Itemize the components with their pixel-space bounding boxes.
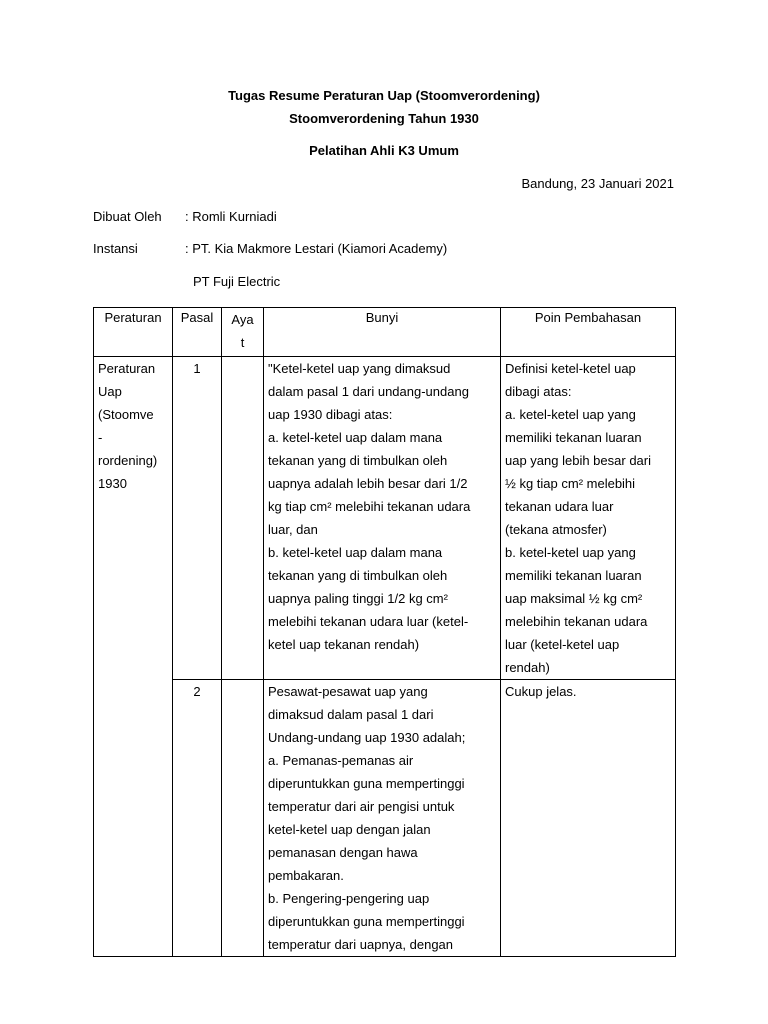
bunyi-line: Pesawat-pesawat uap yang [268,684,428,699]
poin-line: melebihin tekanan udara [505,614,648,629]
cell-bunyi [264,680,501,957]
bunyi-line: pembakaran. [268,868,344,883]
bunyi-line: ketel uap tekanan rendah) [268,637,420,652]
institution-label: Instansi [93,241,138,256]
institution-value-secondary: PT Fuji Electric [193,274,281,289]
training-title: Pelatihan Ahli K3 Umum [309,143,459,158]
bunyi-line: luar, dan [268,522,318,537]
poin-line: Definisi ketel-ketel uap [505,361,636,376]
author-label: Dibuat Oleh [93,209,162,224]
cell-pasal: 1 [173,357,222,680]
cell-poin [501,357,676,680]
cell-ayat [222,357,264,680]
poin-line: dibagi atas: [505,384,572,399]
header-peraturan: Peraturan [94,308,173,357]
institution-value: : PT. Kia Makmore Lestari (Kiamori Academy) [185,241,448,256]
bunyi-line: uap 1930 dibagi atas: [268,407,393,422]
poin-line: luar (ketel-ketel uap [505,637,620,652]
regulation-table [93,307,676,957]
poin-line: rendah) [505,660,550,675]
bunyi-line: pemanasan dengan hawa [268,845,418,860]
peraturan-line: (Stoomve [98,407,154,422]
table-row [94,357,676,680]
table-row [94,680,676,957]
peraturan-line: Uap [98,384,122,399]
poin-line: memiliki tekanan luaran [505,430,642,445]
bunyi-line: tekanan yang di timbulkan oleh [268,568,448,583]
header-ayat-line1: Aya [231,312,254,327]
table-header-row [94,308,676,357]
peraturan-line: Peraturan [98,361,156,376]
bunyi-line: dimaksud dalam pasal 1 dari [268,707,434,722]
header-poin: Poin Pembahasan [501,308,676,357]
cell-ayat [222,680,264,957]
cell-peraturan [94,357,173,957]
bunyi-line: diperuntukkan guna mempertinggi [268,914,465,929]
poin-line: b. ketel-ketel uap yang [505,545,636,560]
poin-line: memiliki tekanan luaran [505,568,642,583]
bunyi-line: temperatur dari air pengisi untuk [268,799,455,814]
poin-line: (tekana atmosfer) [505,522,607,537]
bunyi-line: b. Pengering-pengering uap [268,891,430,906]
poin-line: tekanan udara luar [505,499,614,514]
header-bunyi: Bunyi [264,308,501,357]
document-date: Bandung, 23 Januari 2021 [521,176,674,191]
bunyi-line: ketel-ketel uap dengan jalan [268,822,431,837]
author-value: : Romli Kurniadi [185,209,277,224]
poin-line: a. ketel-ketel uap yang [505,407,636,422]
document-title: Tugas Resume Peraturan Uap (Stoomverordening) [228,88,540,103]
poin-line: uap yang lebih besar dari [505,453,651,468]
bunyi-line: dalam pasal 1 dari undang-undang [268,384,469,399]
poin-line: Cukup jelas. [505,684,577,699]
peraturan-line: rordening) [98,453,158,468]
poin-line: uap maksimal ½ kg cm² [505,591,643,606]
cell-poin [501,680,676,957]
bunyi-line: a. ketel-ketel uap dalam mana [268,430,443,445]
bunyi-line: b. ketel-ketel uap dalam mana [268,545,443,560]
bunyi-line: "Ketel-ketel uap yang dimaksud [268,361,451,376]
bunyi-line: uapnya paling tinggi 1/2 kg cm² [268,591,448,606]
bunyi-line: kg tiap cm² melebihi tekanan udara [268,499,471,514]
bunyi-line: melebihi tekanan udara luar (ketel- [268,614,469,629]
cell-bunyi [264,357,501,680]
header-pasal: Pasal [173,308,222,357]
bunyi-line: a. Pemanas-pemanas air [268,753,414,768]
bunyi-line: diperuntukkan guna mempertinggi [268,776,465,791]
document-subtitle: Stoomverordening Tahun 1930 [289,111,479,126]
bunyi-line: Undang-undang uap 1930 adalah; [268,730,466,745]
bunyi-line: uapnya adalah lebih besar dari 1/2 [268,476,468,491]
peraturan-line: 1930 [98,476,127,491]
header-ayat-line2: t [240,335,245,350]
header-ayat [222,308,264,357]
bunyi-line: temperatur dari uapnya, dengan [268,937,454,952]
poin-line: ½ kg tiap cm² melebihi [505,476,636,491]
bunyi-line: tekanan yang di timbulkan oleh [268,453,448,468]
cell-pasal: 2 [173,680,222,957]
peraturan-line: - [98,430,103,445]
